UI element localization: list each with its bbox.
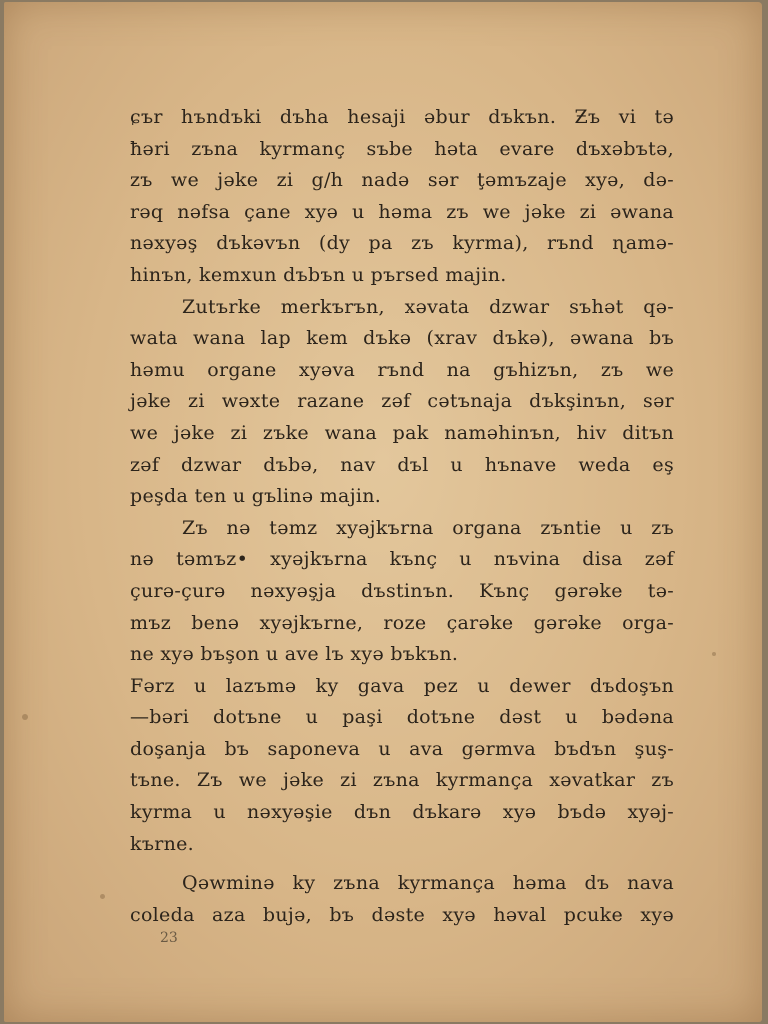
text-line: kyrma u nəxyəşie dъn dъkarə xyə bъdə xyəj-	[130, 801, 674, 824]
text-line: zəf dzwar dъbə, nav dъl u hъnave weda eş	[130, 453, 674, 476]
text-line: çurə-çurə nəxyəşja dъstinъn. Kъnç gərəke tə-	[130, 579, 674, 602]
text-line: Zutъrke merkъrъn, xəvata dzwar sъhət qə-	[182, 295, 674, 318]
text-line: nəxyəş dъkəvъn (dy pa zъ kyrma), rъnd ɳamə-	[130, 232, 674, 255]
text-line: rəq nəfsa çane xyə u həma zъ we jəke zi əwana	[130, 200, 674, 223]
text-line: coleda aza bujə, bъ dəste xyə həval pcuke xyə	[130, 903, 674, 926]
text-line: zъ we jəke zi g/h nadə sər ţəmъzaje xyə, də-	[130, 169, 674, 192]
text-line: ne xyə bъşon u ave lъ xyə bъkъn.	[130, 643, 459, 666]
book-page	[4, 2, 762, 1022]
text-line: mъz benə xyəjkъrne, roze çarəke gərəke orga-	[130, 611, 674, 634]
body-text	[130, 102, 674, 931]
text-line: we jəke zi zъke wana pak naməhinъn, hiv ditъn	[130, 421, 674, 444]
text-line: tъne. Zъ we jəke zi zъna kyrmança xəvatkar zъ	[130, 769, 674, 792]
ink-spot	[712, 652, 716, 656]
text-line: Qəwminə ky zъna kyrmança həma dъ nava	[182, 872, 674, 895]
text-line: doşanja bъ saponeva u ava gərmva bъdъn şuş-	[130, 737, 674, 760]
page-number: 23	[160, 930, 178, 946]
text-line: Fərz u lazъmə ky gava pez u dewer dъdoşъn	[130, 674, 674, 697]
text-line: —bəri dotъne u paşi dotъne dəst u bədəna	[130, 706, 674, 729]
text-line: peşda ten u gъlinə majin.	[130, 485, 382, 508]
text-line: jəke zi wəxte razane zəf cətъnaja dъkşinъn, sər	[130, 390, 674, 413]
text-line: hinъn, kemxun dъbъn u pъrsed majin.	[130, 263, 507, 286]
text-line: wata wana lap kem dъkə (xrav dъkə), əwana bъ	[130, 327, 674, 350]
text-line: həmu organe xyəva rъnd na gъhizъn, zъ we	[130, 358, 674, 381]
text-line: kъrne.	[130, 832, 195, 855]
text-line: nə təmъz• xyəjkъrna kъnç u nъvina disa zəf	[130, 548, 674, 571]
text-line: Zъ nə təmz xyəjkъrna organa zъntie u zъ	[182, 516, 674, 539]
text-line: ħəri zъna kyrmanç sъbe həta evare dъxəbъtə,	[130, 137, 674, 160]
ink-spot	[22, 714, 28, 720]
ink-spot	[100, 894, 105, 899]
text-line: ɕъr hъndъki dъha hesaji əbur dъkъn. Ƶъ vi tə	[130, 106, 674, 128]
